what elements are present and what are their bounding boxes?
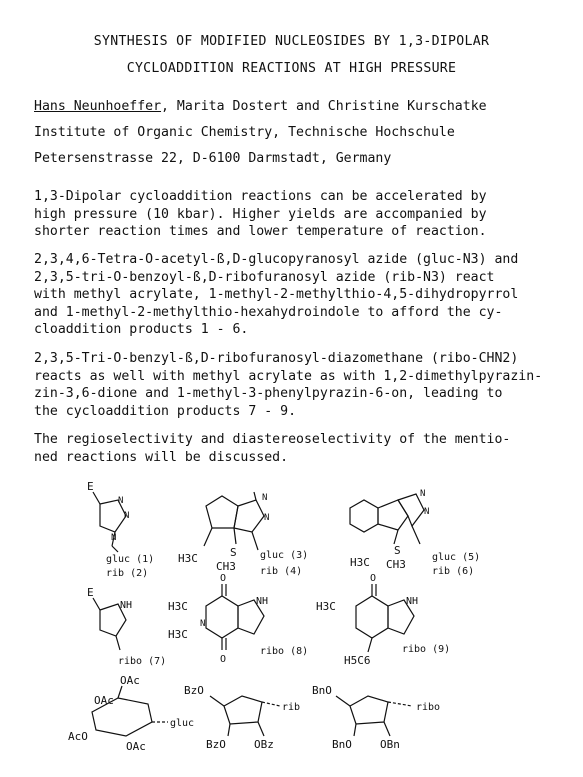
ribose-bzo: BzO [184, 684, 204, 697]
compound-9-nmethyl: H3C [316, 600, 336, 613]
compound-8-label: ribo (8) [260, 646, 309, 657]
glucose-aco: AcO [68, 730, 88, 743]
compound-6-label: rib (6) [432, 566, 475, 577]
svg-text:N: N [420, 489, 426, 499]
compound-3-label: gluc (3) [260, 550, 309, 561]
svg-text:N: N [124, 511, 130, 521]
paragraph-1: 1,3-Dipolar cycloaddition reactions can be accelerated by high pressure (10 kbar). Higher yields are accompanied by shorter reaction times and lower temperature of reaction. [34, 189, 487, 239]
compound-7-nh: NH [120, 600, 133, 611]
title-line-2: CYCLOADDITION REACTIONS AT HIGH PRESSURE [126, 61, 457, 76]
glucopyranosyl-residue [68, 674, 194, 753]
paragraph-2: 2,3,4,6-Tetra-O-acetyl-ß,D-glucopyranosyl azide (gluc-N3) and 2,3,5-tri-O-benzoyl-ß,D-ribofuranosyl azide (rib-N3) react with methyl acrylate, 1-methyl-2-methylthio-4,5-dihydropyrrol and 1-methyl-2-methylthio-hexahydroindole to afford the cy- cloaddition products 1 - 6. [34, 252, 519, 337]
paragraph-4: The regioselectivity and diastereoselectivity of the mentio- ned reactions will be discussed. [34, 432, 511, 465]
authors [34, 99, 487, 114]
compound-8-n: N [200, 619, 206, 629]
paragraph-3: 2,3,5-Tri-O-benzyl-ß,D-ribofuranosyl-diazomethane (ribo-CHN2) reacts as well with methyl acrylate as with 1,2-dimethylpyrazin- zin-3,6-dione and 1-methyl-3-phenylpyrazin-6-on, leading to the cycloaddition products 7 - 9. [34, 351, 543, 419]
structure-5-6 [350, 489, 480, 577]
ribofuranosyl-benzoyl-residue [184, 684, 300, 751]
compound-3-4-sulfur: S [230, 546, 237, 559]
substituent-e-label: E [87, 480, 94, 493]
structure-3-4 [178, 492, 308, 577]
glucose-oac-1: OAc [120, 674, 140, 687]
ribo-obn: OBn [380, 738, 400, 751]
structure-7 [87, 586, 166, 667]
ribofuranosyl-benzyl-residue [312, 684, 440, 751]
compound-3-4-smethyl: CH3 [216, 560, 236, 573]
compound-5-6-nmethyl: H3C [350, 556, 370, 569]
glucose-label: gluc [170, 718, 195, 729]
structures-figure [60, 478, 540, 773]
title-line-1: SYNTHESIS OF MODIFIED NUCLEOSIDES BY 1,3-DIPOLAR [93, 34, 490, 49]
svg-text:O: O [220, 573, 227, 584]
ribo-label: ribo [416, 702, 441, 713]
svg-text:N: N [262, 493, 268, 503]
svg-text:O: O [370, 573, 377, 584]
substituent-e-label-7: E [87, 586, 94, 599]
compound-1-label: gluc (1) [106, 554, 155, 565]
compound-9-label: ribo (9) [402, 644, 451, 655]
glucose-oac-2: OAc [94, 694, 114, 707]
compound-5-label: gluc (5) [432, 552, 481, 563]
compound-5-6-sulfur: S [394, 544, 401, 557]
affiliation-line-2: Petersenstrasse 22, D-6100 Darmstadt, Germany [34, 151, 392, 166]
compound-2-label: rib (2) [106, 568, 149, 579]
compound-8-nmethyl-2: H3C [168, 628, 188, 641]
svg-text:N: N [111, 533, 117, 543]
compound-9-phenyl: H5C6 [344, 654, 371, 667]
ribo-bno: BnO [312, 684, 332, 697]
ribose-label: rib [282, 702, 301, 713]
first-author: Hans Neunhoeffer [34, 99, 162, 114]
glucose-oac-3: OAc [126, 740, 146, 753]
svg-text:N: N [264, 513, 270, 523]
structure-1-2 [87, 480, 154, 579]
svg-text:O: O [220, 654, 227, 665]
co-authors: , Marita Dostert and Christine Kurschatke [161, 99, 487, 114]
compound-4-label: rib (4) [260, 566, 303, 577]
structure-8 [168, 573, 308, 665]
compound-9-nh: NH [406, 596, 419, 607]
compound-8-nh: NH [256, 596, 269, 607]
compound-8-nmethyl-1: H3C [168, 600, 188, 613]
structure-9 [316, 573, 450, 667]
svg-text:N: N [118, 496, 124, 506]
affiliation-line-1: Institute of Organic Chemistry, Technische Hochschule [34, 125, 455, 140]
svg-text:N: N [424, 507, 430, 517]
compound-5-6-smethyl: CH3 [386, 558, 406, 571]
compound-7-label: ribo (7) [118, 656, 167, 667]
compound-3-4-nmethyl: H3C [178, 552, 198, 565]
ribose-obz: OBz [254, 738, 274, 751]
ribo-bno-2: BnO [332, 738, 352, 751]
ribose-bzo-2: BzO [206, 738, 226, 751]
